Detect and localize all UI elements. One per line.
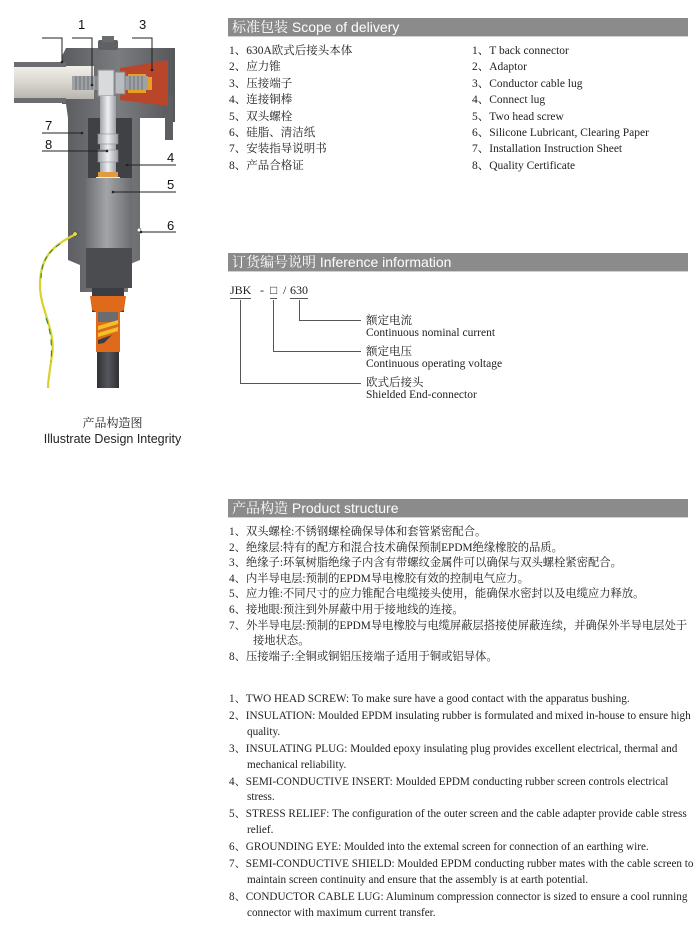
scope-item-cn: 8、产品合格证 xyxy=(229,159,304,172)
structure-item-cn: 4、内半导电层:预制的EPDM导电橡胶有效的控制电气应力。 xyxy=(229,572,530,585)
structure-item-en: 3、INSULATING PLUG: Moulded epoxy insulating plug provides excellent electrical, thermal and mechanical reliability. xyxy=(229,742,678,771)
scope-item-cn: 6、硅脂、清洁纸 xyxy=(229,127,316,140)
scope-item-en: 4、Connect lug xyxy=(472,94,546,107)
tree-line-voltage-h xyxy=(273,351,361,352)
scope-item-en: 7、Installation Instruction Sheet xyxy=(472,143,623,156)
label-current-en: Continuous nominal current xyxy=(366,327,496,339)
cable-lower xyxy=(97,352,119,388)
code-slash: / xyxy=(283,283,287,297)
label-current-cn: 额定电流 xyxy=(366,315,412,327)
scope-item-en: 3、Conductor cable lug xyxy=(472,77,583,90)
structure-item-cn: 6、接地眼:预注到外屏蔽中用于接地线的连接。 xyxy=(229,603,464,616)
callout-6: 6 xyxy=(167,218,175,233)
scope-item-cn: 3、压接端子 xyxy=(229,77,293,90)
scope-item-cn: 7、安装指导说明书 xyxy=(229,143,327,156)
code-prefix: JBK xyxy=(230,283,252,297)
callout-5: 5 xyxy=(167,177,175,192)
scope-item-cn: 4、连接铜棒 xyxy=(229,94,293,107)
structure-item-en: 1、TWO HEAD SCREW: To make sure have a good contact with the apparatus bushing. xyxy=(229,693,630,705)
structure-item-en: 8、CONDUCTOR CABLE LUG: Aluminum compression connector is sized to ensure a cool running connector with maximum current transfer. xyxy=(229,890,688,919)
callout-8: 8 xyxy=(45,137,53,152)
code-current: 630 xyxy=(290,283,308,297)
scope-item-cn: 1、630A欧式后接头本体 xyxy=(229,45,353,57)
illustration-caption-en: Illustrate Design Integrity xyxy=(43,432,182,446)
structure-item-en: 7、SEMI-CONDUCTIVE SHIELD: Moulded EPDM conducting rubber mates with the cable screen to maintain screen continuity and ensure that the assembly is at earth potential. xyxy=(229,858,694,886)
scope-item-en: 8、Quality Certificate xyxy=(472,159,576,172)
stress-cone xyxy=(86,178,132,248)
tree-line-current-v xyxy=(299,300,300,321)
scope-header: 标准包装 Scope of delivery xyxy=(228,18,688,37)
tree-line-connector-h xyxy=(240,383,361,384)
structure-header: 产品构造 Product structure xyxy=(228,499,688,518)
structure-item-en: 2、INSULATION: Moulded EPDM insulating rubber is formulated and mixed in-house to ensure high quality. xyxy=(229,709,691,738)
inference-header: 订货编号说明 Inference information xyxy=(228,253,688,272)
structure-list-cn xyxy=(229,525,694,665)
scope-item-cn: 5、双头螺栓 xyxy=(229,110,293,123)
scope-item-en: 6、Silicone Lubricant, Clearing Paper xyxy=(472,127,649,140)
structure-item-cn: 1、双头螺栓:不锈钢螺栓确保导体和套管紧密配合。 xyxy=(229,526,487,538)
label-connector-en: Shielded End-connector xyxy=(366,389,477,401)
illustration-caption-cn: 产品构造图 xyxy=(82,416,143,430)
label-voltage-en: Continuous operating voltage xyxy=(366,358,503,370)
scope-item-en: 1、T back connector xyxy=(472,45,569,57)
code-dash: - xyxy=(260,283,264,297)
structure-item-en: 6、GROUNDING EYE: Moulded into the extemal screen for connection of an earthing wire. xyxy=(229,841,649,854)
connector-cutaway-diagram xyxy=(0,0,225,400)
leader-housing xyxy=(42,38,62,62)
tree-line-connector-v xyxy=(240,300,241,384)
structure-item-cn: 8、压接端子:全铜或铜铝压接端子适用于铜或铝导体。 xyxy=(229,650,498,663)
structure-item-cn: 2、绝缘层:特有的配方和混合技术确保预制EPDM绝缘橡胶的品质。 xyxy=(229,541,563,554)
callout-7: 7 xyxy=(45,118,53,133)
structure-item-en: 5、STRESS RELIEF: The configuration of the outer screen and the cable adapter provide cable stress relief. xyxy=(229,808,687,837)
structure-item-cn: 3、绝缘子:环氧树脂绝缘子内含有带螺纹金属件可以确保与双头螺栓紧密配合。 xyxy=(229,557,622,570)
callout-3: 3 xyxy=(139,17,147,32)
callout-1: 1 xyxy=(78,17,86,32)
scope-item-cn: 2、应力锥 xyxy=(229,61,281,74)
scope-item-en: 2、Adaptor xyxy=(472,61,527,74)
code-voltage-box: □ xyxy=(270,283,278,297)
tree-line-voltage-v xyxy=(273,300,274,352)
tree-line-current-h xyxy=(299,320,361,321)
scope-list-cn xyxy=(229,43,352,174)
structure-item-en: 4、SEMI-CONDUCTIVE INSERT: Moulded EPDM conducting rubber screen controls electrical stress. xyxy=(229,775,669,804)
scope-list-en xyxy=(472,43,649,174)
label-connector-cn: 欧式后接头 xyxy=(366,377,424,389)
structure-list-en xyxy=(229,692,694,923)
product-illustration xyxy=(0,0,225,400)
structure-item-cn: 5、应力锥:不同尺寸的应力锥配合电缆接头使用，能确保水密封以及电缆应力释放。 xyxy=(229,588,645,601)
scope-item-en: 5、Two head screw xyxy=(472,110,564,123)
callout-4: 4 xyxy=(167,150,175,165)
structure-item-cn: 7、外半导电层:预制的EPDM导电橡胶与电缆屏蔽层搭接使屏蔽连续，并确保外半导电层处于接地状态。 xyxy=(229,619,688,648)
label-voltage-cn: 额定电压 xyxy=(366,346,412,358)
order-code-diagram xyxy=(230,283,530,408)
